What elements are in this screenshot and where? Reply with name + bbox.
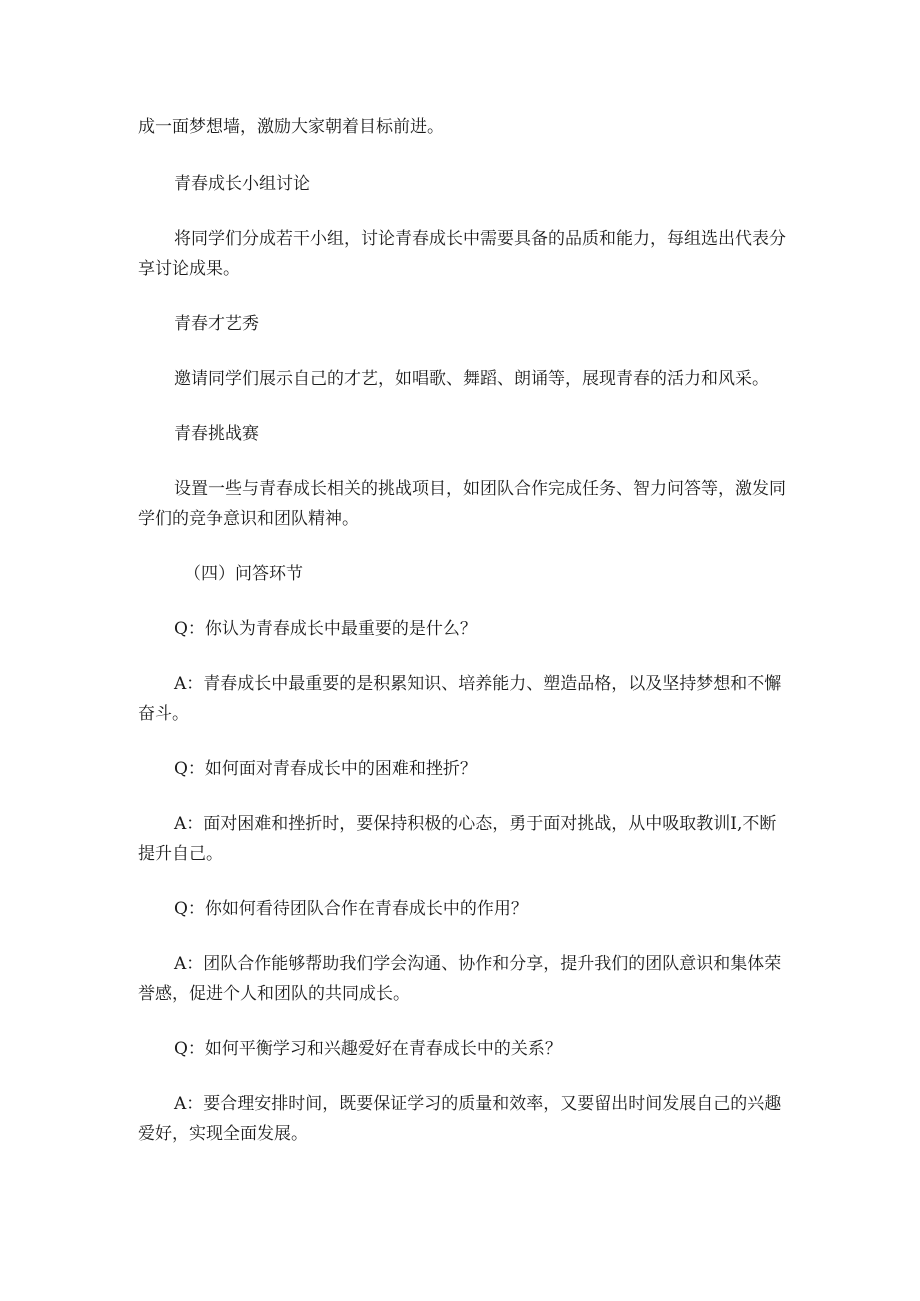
section-qa-heading: （四）问答环节 (184, 564, 303, 584)
answer-1: A：青春成长中最重要的是积累知识、培养能力、塑造品格，以及坚持梦想和不懈奋斗。 (138, 674, 782, 724)
answer-2: A：面对困难和挫折时，要保持积极的心态，勇于面对挑战，从中吸取教训I,不断提升自己。 (138, 814, 777, 864)
paragraph-talent-show: 邀请同学们展示自己的才艺，如唱歌、舞蹈、朗诵等，展现青春的活力和风采。 (174, 369, 769, 389)
heading-talent-show: 青春才艺秀 (174, 314, 259, 334)
heading-group-discussion: 青春成长小组讨论 (174, 174, 310, 194)
answer-4: A：要合理安排时间，既要保证学习的质量和效率，又要留出时间发展自己的兴趣爱好，实现全面发展。 (138, 1094, 782, 1144)
question-4: Q：如何平衡学习和兴趣爱好在青春成长中的关系？ (174, 1039, 562, 1059)
heading-challenge: 青春挑战赛 (174, 424, 259, 444)
paragraph-group-discussion: 将同学们分成若干小组，讨论青春成长中需要具备的品质和能力，每组选出代表分享讨论成果。 (138, 229, 786, 279)
question-3: Q：你如何看待团队合作在青春成长中的作用？ (174, 899, 528, 919)
paragraph-dream-wall: 成一面梦想墙，激励大家朝着目标前进。 (138, 117, 444, 137)
question-2: Q：如何面对青春成长中的困难和挫折？ (174, 759, 477, 779)
paragraph-challenge: 设置一些与青春成长相关的挑战项目，如团队合作完成任务、智力问答等，激发同学们的竞争意识和团队精神。 (138, 479, 786, 529)
answer-3: A：团队合作能够帮助我们学会沟通、协作和分享，提升我们的团队意识和集体荣誉感，促进个人和团队的共同成长。 (138, 954, 782, 1004)
question-1: Q：你认为青春成长中最重要的是什么？ (174, 619, 477, 639)
